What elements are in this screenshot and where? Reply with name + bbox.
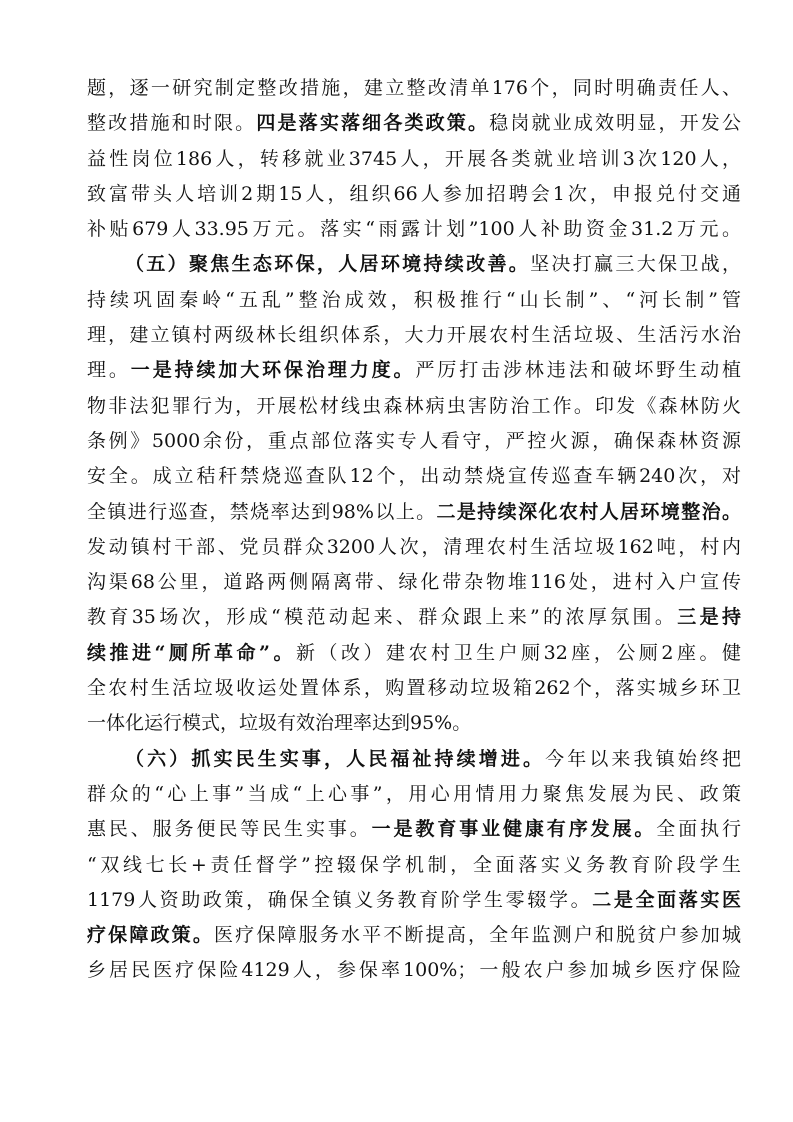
text-run: 群众的“心上事”当成“上心事”，用心用情用力聚焦发展为民、政策	[87, 782, 741, 805]
text-run: 补贴679人33.95万元。落实“雨露计划”100人补助资金31.2万元。	[87, 218, 741, 241]
text-line	[87, 318, 741, 353]
text-line	[87, 848, 741, 883]
text-run: 全面执行	[656, 818, 741, 841]
text-line	[87, 636, 741, 671]
bold-heading-run: 一是持续加大环保治理力度。	[130, 359, 416, 382]
text-run: 教育35场次，形成“模范动起来、群众跟上来”的浓厚氛围。	[87, 606, 678, 629]
text-run: 理。	[87, 359, 131, 382]
text-line	[87, 424, 741, 459]
text-line	[87, 247, 741, 282]
text-line	[87, 283, 741, 318]
text-run: 条例》5000余份，重点部位落实专人看守，严控火源，确保森林资源	[87, 429, 741, 452]
text-run: 乡居民医疗保险4129人，参保率100%；一般农户参加城乡医疗保险	[87, 959, 741, 982]
bold-heading-run: 一是教育事业健康有序发展。	[371, 818, 657, 841]
bold-heading-run: 疗保障政策。	[87, 924, 214, 947]
text-run: 物非法犯罪行为，开展松材线虫森林病虫害防治工作。印发《森林防火	[87, 394, 741, 417]
text-run: 发动镇村干部、党员群众3200人次，清理农村生活垃圾162吨，村内	[87, 535, 741, 558]
bold-heading-run: 二是持续深化农村人居环境整治。	[436, 500, 741, 523]
bold-heading-run: 二是全面落实医	[592, 888, 741, 911]
text-line	[87, 671, 741, 706]
text-line	[87, 459, 741, 494]
text-line	[87, 812, 741, 847]
text-run: 新（改）建农村卫生户厕32座，公厕2座。健	[295, 641, 741, 664]
text-run: 惠民、服务便民等民生实事。	[87, 818, 372, 841]
text-run: 题，逐一研究制定整改措施，建立整改清单176个，同时明确责任人、	[87, 77, 741, 99]
text-run: 持续巩固秦岭“五乱”整治成效，积极推行“山长制”、“河长制”管	[87, 288, 741, 311]
text-run: 1179人资助政策，确保全镇义务教育阶学生零辍学。	[87, 888, 593, 911]
text-run: 致富带头人培训2期15人，组织66人参加招聘会1次，申报兑付交通	[87, 182, 741, 205]
bold-heading-run: 续推进“厕所革命”。	[87, 641, 296, 664]
text-line	[87, 565, 741, 600]
text-line	[87, 212, 741, 247]
section-heading-run: （五）聚焦生态环保，人居环境持续改善。	[125, 253, 531, 276]
text-line	[87, 953, 741, 988]
text-line	[87, 777, 741, 812]
text-run: 一体化运行模式，垃圾有效治理率达到95%。	[87, 712, 472, 735]
text-run: 理，建立镇村两级林长组织体系，大力开展农村生活垃圾、生活污水治	[87, 324, 741, 347]
text-line	[87, 530, 741, 565]
text-run: 全镇进行巡查，禁烧率达到98%以上。	[87, 500, 437, 523]
text-run: 安全。成立秸秆禁烧巡查队12个，出动禁烧宣传巡查车辆240次，对	[87, 465, 741, 488]
text-run: 稳岗就业成效明显，开发公	[489, 112, 741, 135]
text-run: 医疗保障服务水平不断提高，全年监测户和脱贫户参加城	[214, 924, 741, 947]
text-line	[87, 142, 741, 177]
text-line	[87, 918, 741, 953]
text-run: 严厉打击涉林违法和破坏野生动植	[415, 359, 741, 382]
text-run: “双线七长+责任督学”控辍保学机制，全面落实义务教育阶段学生	[87, 853, 741, 876]
text-line	[87, 883, 741, 918]
text-line	[87, 71, 741, 106]
text-run: 沟渠68公里，道路两侧隔离带、绿化带杂物堆116处，进村入户宣传	[87, 571, 741, 594]
text-run: 益性岗位186人，转移就业3745人，开展各类就业培训3次120人，	[87, 147, 741, 170]
text-run: 今年以来我镇始终把	[545, 747, 741, 770]
text-line	[87, 106, 741, 141]
section-heading-run: （六）抓实民生实事，人民福祉持续增进。	[125, 747, 546, 770]
text-line	[87, 600, 741, 635]
text-run: 整改措施和时限。	[87, 112, 257, 135]
text-line	[87, 742, 741, 777]
bold-heading-run: 四是落实落细各类政策。	[256, 112, 490, 135]
text-run: 坚决打赢三大保卫战，	[530, 253, 741, 276]
text-line	[87, 353, 741, 388]
text-line	[87, 389, 741, 424]
text-line	[87, 706, 741, 741]
text-run: 全农村生活垃圾收运处置体系，购置移动垃圾箱262个，落实城乡环卫	[87, 677, 741, 700]
bold-heading-run: 三是持	[677, 606, 741, 629]
text-line	[87, 495, 741, 530]
document-page	[87, 71, 741, 989]
text-line	[87, 177, 741, 212]
